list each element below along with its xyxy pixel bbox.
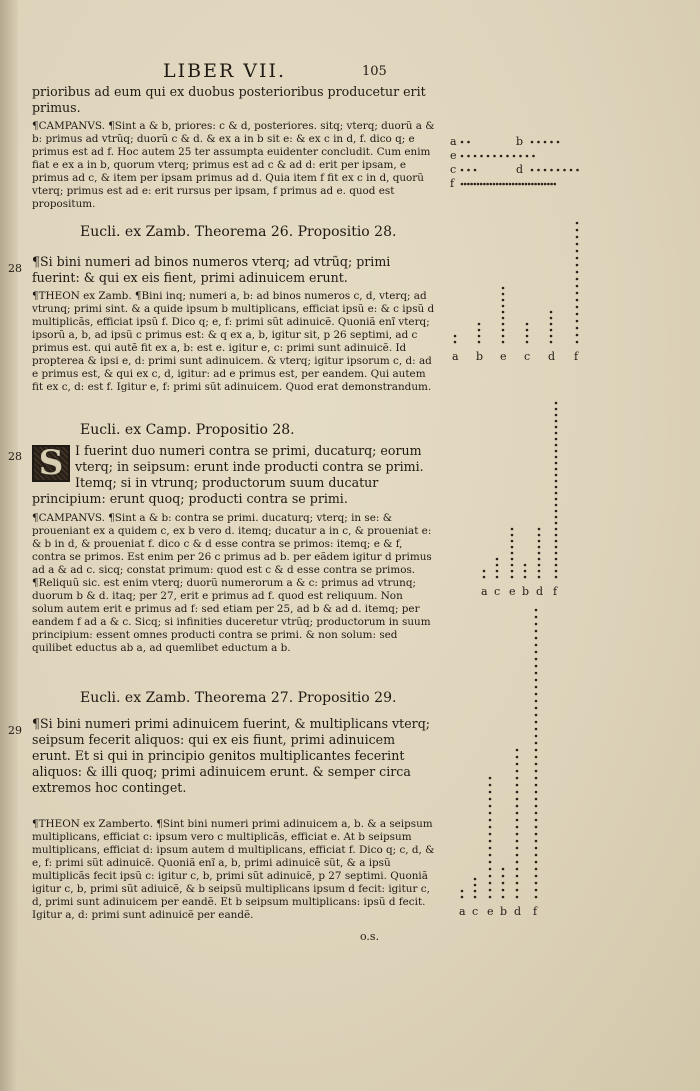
fig2-dot	[576, 250, 579, 253]
fig2-dot	[576, 320, 579, 323]
fig4-dot	[535, 609, 538, 612]
fig1-dot	[550, 183, 553, 186]
fig4-dot	[502, 868, 505, 871]
fig3-dot	[555, 534, 558, 537]
fig3-dot	[555, 438, 558, 441]
fig2-dot	[502, 287, 505, 290]
fig4-dot	[516, 854, 519, 857]
fig3-label-b: b	[522, 585, 530, 598]
fig2-dot	[576, 327, 579, 330]
fig4-dot	[535, 742, 538, 745]
fig3-dot	[496, 570, 499, 573]
fig1-dot	[570, 169, 573, 172]
fig4-dot	[489, 784, 492, 787]
fig2-label-a: a	[452, 350, 459, 363]
fig1-dot	[461, 155, 464, 158]
fig4-dot	[489, 847, 492, 850]
fig3-dot	[555, 504, 558, 507]
fig3-label-a: a	[481, 585, 488, 598]
fig2-dot	[550, 335, 553, 338]
fig4-label-e: e	[487, 905, 494, 918]
fig3-dot	[555, 558, 558, 561]
fig3-dot	[483, 576, 486, 579]
fig4-dot	[461, 896, 464, 899]
fig1-dot	[467, 141, 470, 144]
fig3-dot	[555, 498, 558, 501]
fig4-dot	[535, 805, 538, 808]
fig4-dot	[474, 878, 477, 881]
fig2-dot	[576, 306, 579, 309]
fig4-dot	[535, 637, 538, 640]
fig3-dot	[538, 570, 541, 573]
fig3-dot	[555, 474, 558, 477]
fig4-dot	[489, 798, 492, 801]
fig1-dot	[544, 183, 547, 186]
fig4-dot	[535, 854, 538, 857]
campanus-2-text: ¶CAMPANVS. ¶Sint a & b: contra se primi. ducaturq; vterq; in se: & proueniant ex a quidem c, ex b vero d. itemq; ducatur a in c, & proueniat e: & b in d, & proueniat f. dico c & d esse contra se primos: itemq; e & f, contra se primos. Est enim per 26 c primus ad b. per eãdem igitur d primus ad a & ad c. sicq; constat primum: quod est c & d esse contra se primos. ¶Reliquũ sic. est enim vterq; duorũ numerorum a & c: primus ad vtrunq; duorum b & d. itaq; per 27, erit e primus ad f. quod est reliquum. Non solum autem erit e primus ad f: sed etiam per 25, ad b & ad d. itemq; per eandem f ad a & c. Sicq; si infinities duceretur vtrũq; productorum in suum principium: essent omnes producti contra se primi. & non solum: sed quilibet eductus ab a, ad quemlibet eductum a b.	[32, 512, 432, 654]
fig2-label-c: c	[524, 350, 531, 363]
fig3-dot	[524, 570, 527, 573]
fig4-dot	[535, 784, 538, 787]
fig4-dot	[535, 847, 538, 850]
fig4-dot	[516, 847, 519, 850]
fig4-dot	[516, 896, 519, 899]
fig3-label-f: f	[553, 585, 558, 598]
proposition-29-text: ¶Si bini numeri primi adinuicem fuerint, & multiplicans vterq; seipsum fecerit aliquos: qui ex eis fiunt, primi adinuicem erunt. Et si qui in principio genitos multiplicantes fecerint aliquos: & illi quoq; primi adinuicem erunt. & semper circa extremos hoc continget.	[32, 716, 430, 795]
fig2-dot	[502, 305, 505, 308]
fig1-dot	[461, 169, 464, 172]
fig3-label-d: d	[536, 585, 544, 598]
fig3-dot	[511, 576, 514, 579]
running-head: LIBER VII.	[163, 60, 287, 82]
fig1-dot	[515, 183, 518, 186]
fig2-dot	[502, 311, 505, 314]
fig3-dot	[555, 522, 558, 525]
fig4-dot	[535, 861, 538, 864]
fig1-dot	[470, 183, 473, 186]
fig2-dot	[526, 341, 529, 344]
fig2-label-b: b	[476, 350, 484, 363]
fig3-dot	[555, 426, 558, 429]
fig4-dot	[516, 763, 519, 766]
dot-figures	[454, 141, 579, 899]
fig4-dot	[535, 700, 538, 703]
fig4-dot	[502, 875, 505, 878]
fig3-dot	[538, 576, 541, 579]
fig1-dot	[537, 141, 540, 144]
fig3-dot	[538, 528, 541, 531]
fig3-dot	[511, 570, 514, 573]
fig1-dot	[522, 183, 525, 186]
fig2-label-d: d	[548, 350, 556, 363]
fig3-dot	[511, 528, 514, 531]
fig1-dot	[474, 155, 477, 158]
margin-number-2: 28	[8, 450, 22, 463]
fig4-dot	[535, 770, 538, 773]
fig1-dot	[538, 183, 541, 186]
fig4-dot	[516, 749, 519, 752]
fig2-dot	[478, 323, 481, 326]
fig4-dot	[535, 875, 538, 878]
fig3-dot	[555, 552, 558, 555]
fig2-dot	[502, 293, 505, 296]
fig3-dot	[555, 510, 558, 513]
fig3-dot	[555, 516, 558, 519]
fig4-dot	[535, 889, 538, 892]
fig4-dot	[516, 812, 519, 815]
fig4-dot	[516, 756, 519, 759]
fig4-dot	[535, 658, 538, 661]
fig3-dot	[555, 450, 558, 453]
fig4-dot	[489, 791, 492, 794]
fig4-label-d: d	[514, 905, 522, 918]
theon-1-text: ¶THEON ex Zamb. ¶Bini inq; numeri a, b: ad binos numeros c, d, vterq; ad vtrunq; primi sint. & a quide ipsum b multiplicans, efficiat ipsũ e: & c ipsũ d multiplicãs, efficiat ipsũ f. Dico q; e, f: primi sũt adinuicẽ. Quoniã enĩ vterq; ipsorũ a, b, ad ipsũ c primus est: & q ex a, b, igitur sit, p 26 septimi, ad c primus est. qui autẽ fit ex a, b: est e. igitur e, c: primi sunt adinuicẽ. Id propterea & ipsi e, d: primi sunt adinuicem. & vterq; igitur ipsorum c, d: ad e primus est, & qui ex c, d, igitur: ad e primus est, per eandem. Qui autem fit ex c, d: est f. Igitur e, f: primi sũt adinuicem. Quod erat demonstrandum.	[32, 290, 435, 393]
fig1-dot	[557, 169, 560, 172]
fig4-dot	[535, 756, 538, 759]
fig3-dot	[538, 540, 541, 543]
fig1-dot	[531, 169, 534, 172]
fig3-dot	[555, 564, 558, 567]
fig3-dot	[555, 468, 558, 471]
proposition-28-zamb-text: ¶Si bini numeri ad binos numeros vterq; ad vtrũq; primi fuerint: & qui ex eis fient, primi adinuicem erunt.	[32, 254, 391, 285]
fig1-dot	[534, 183, 537, 186]
fig3-dot	[555, 540, 558, 543]
fig1-dot	[506, 183, 509, 186]
fig1-dot	[474, 183, 477, 186]
fig4-dot	[535, 763, 538, 766]
fig1-dot	[547, 183, 550, 186]
fig1-dot	[500, 155, 503, 158]
fig1-dot	[525, 183, 528, 186]
fig1-dot	[531, 141, 534, 144]
fig4-dot	[535, 777, 538, 780]
fig3-dot	[538, 558, 541, 561]
fig2-dot	[576, 264, 579, 267]
section-heading-2: Eucli. ex Camp. Propositio 28.	[80, 422, 295, 438]
fig3-dot	[538, 534, 541, 537]
fig3-dot	[538, 564, 541, 567]
fig1-label-c: c	[450, 163, 457, 176]
fig3-dot	[524, 576, 527, 579]
fig4-dot	[489, 896, 492, 899]
fig4-dot	[535, 868, 538, 871]
fig2-dot	[454, 335, 457, 338]
fig4-dot	[489, 882, 492, 885]
fig1-dot	[486, 183, 489, 186]
fig4-dot	[535, 623, 538, 626]
fig1-dot	[526, 155, 529, 158]
intro-text: prioribus ad eum qui ex duobus posterioribus producetur erit primus.	[32, 84, 426, 115]
fig3-dot	[555, 570, 558, 573]
fig2-dot	[502, 329, 505, 332]
fig4-dot	[535, 707, 538, 710]
fig3-dot	[555, 414, 558, 417]
fig2-dot	[576, 236, 579, 239]
fig2-dot	[526, 329, 529, 332]
fig4-dot	[535, 714, 538, 717]
fig4-dot	[535, 693, 538, 696]
fig4-dot	[516, 882, 519, 885]
fig4-dot	[535, 679, 538, 682]
fig2-dot	[576, 299, 579, 302]
fig1-dot	[554, 183, 557, 186]
fig1-dot	[461, 183, 464, 186]
fig2-dot	[502, 323, 505, 326]
fig3-dot	[538, 552, 541, 555]
fig4-dot	[535, 882, 538, 885]
fig4-dot	[516, 777, 519, 780]
fig3-dot	[555, 408, 558, 411]
fig3-dot	[555, 456, 558, 459]
catchword: o.s.	[360, 930, 380, 943]
fig2-dot	[576, 257, 579, 260]
fig2-dot	[526, 323, 529, 326]
margin-number-1: 28	[8, 262, 22, 275]
fig1-dot	[544, 169, 547, 172]
fig4-dot	[489, 777, 492, 780]
fig1-dot	[513, 155, 516, 158]
fig2-dot	[526, 335, 529, 338]
fig2-dot	[576, 341, 579, 344]
fig3-dot	[511, 540, 514, 543]
fig4-dot	[516, 875, 519, 878]
fig1-dot	[550, 141, 553, 144]
fig4-dot	[489, 875, 492, 878]
fig4-dot	[535, 833, 538, 836]
fig4-dot	[489, 805, 492, 808]
fig1-label-f: f	[450, 177, 455, 190]
fig4-dot	[535, 896, 538, 899]
fig3-dot	[555, 576, 558, 579]
fig4-dot	[489, 861, 492, 864]
fig3-dot	[555, 486, 558, 489]
fig2-dot	[576, 222, 579, 225]
fig4-label-b: b	[500, 905, 508, 918]
fig1-dot	[487, 155, 490, 158]
fig1-dot	[467, 183, 470, 186]
fig4-dot	[535, 651, 538, 654]
fig3-dot	[496, 558, 499, 561]
fig3-dot	[555, 492, 558, 495]
fig4-dot	[535, 630, 538, 633]
fig4-dot	[489, 819, 492, 822]
fig3-dot	[496, 564, 499, 567]
fig3-dot	[555, 546, 558, 549]
fig1-dot	[531, 183, 534, 186]
fig2-dot	[576, 313, 579, 316]
fig4-dot	[535, 819, 538, 822]
fig4-dot	[535, 812, 538, 815]
fig3-dot	[511, 552, 514, 555]
fig3-dot	[511, 534, 514, 537]
fig4-dot	[489, 826, 492, 829]
fig4-dot	[535, 665, 538, 668]
fig2-dot	[502, 335, 505, 338]
fig3-dot	[555, 480, 558, 483]
fig1-dot	[493, 183, 496, 186]
fig4-dot	[535, 749, 538, 752]
fig4-label-f: f	[533, 905, 538, 918]
fig2-dot	[478, 329, 481, 332]
fig2-dot	[478, 341, 481, 344]
fig1-dot	[532, 155, 535, 158]
fig4-dot	[502, 882, 505, 885]
campanus-1-text: ¶CAMPANVS. ¶Sint a & b, priores: c & d, posteriores. sitq; vterq; duorũ a & b: primus ad vtrũq; duorũ c & d. & ex a in b sit e: & ex c in d, f. dico q; e primus est ad f. Hoc autem 25 ter assumpta euidenter concludit. Cum enim fiat e ex a in b, quorum vterq; primus est ad c & ad d: erit per ipsam, e primus ad c, & item per ipsam primus ad d. Quia item f fit ex c in d, quorũ vterq; primus est ad e: erit rursus per ipsam, f primus ad e. quod est propositum.	[32, 120, 435, 210]
fig1-dot	[557, 141, 560, 144]
fig1-dot	[544, 141, 547, 144]
proposition-28-camp-text: I fuerint duo numeri contra se primi, ducaturq; eorum vterq; in seipsum: erunt inde producti contra se primi. Itemq; si in vtrunq; productorum suum ducatur principium: erunt quoq; producti contra se primi.	[32, 443, 424, 506]
fig2-dot	[550, 317, 553, 320]
fig1-dot	[509, 183, 512, 186]
fig3-dot	[555, 444, 558, 447]
fig2-dot	[550, 329, 553, 332]
fig4-dot	[474, 884, 477, 887]
fig1-dot	[467, 169, 470, 172]
fig4-dot	[489, 840, 492, 843]
fig1-dot	[499, 183, 502, 186]
section-heading-3: Eucli. ex Zamb. Theorema 27. Propositio 29.	[80, 690, 397, 706]
fig4-dot	[535, 721, 538, 724]
fig1-dot	[477, 183, 480, 186]
margin-number-3: 29	[8, 724, 22, 737]
fig4-dot	[489, 812, 492, 815]
fig3-dot	[555, 402, 558, 405]
fig2-dot	[502, 299, 505, 302]
fig3-dot	[496, 576, 499, 579]
fig1-dot	[461, 141, 464, 144]
fig3-dot	[511, 558, 514, 561]
fig2-dot	[576, 271, 579, 274]
fig3-label-e: e	[509, 585, 516, 598]
fig2-dot	[454, 341, 457, 344]
fig3-dot	[555, 420, 558, 423]
fig1-dot	[528, 183, 531, 186]
fig4-label-a: a	[459, 905, 466, 918]
fig1-dot	[483, 183, 486, 186]
fig4-dot	[516, 826, 519, 829]
fig1-label-a: a	[450, 135, 457, 148]
figure-labels	[450, 135, 579, 918]
fig4-dot	[489, 854, 492, 857]
fig4-dot	[489, 889, 492, 892]
fig1-dot	[512, 183, 515, 186]
fig2-dot	[576, 292, 579, 295]
decorated-initial: S	[32, 445, 70, 482]
fig4-dot	[474, 890, 477, 893]
fig3-dot	[524, 564, 527, 567]
fig3-label-c: c	[494, 585, 501, 598]
fig4-dot	[516, 791, 519, 794]
theon-2-text: ¶THEON ex Zamberto. ¶Sint bini numeri primi adinuicem a, b. & a seipsum multiplicans, efficiat c: ipsum vero c multiplicãs, efficiat e. At b seipsum multiplicans, efficiat d: ipsum autem d multiplicans, efficiat f. Dico q; c, d, & e, f: primi sũt adinuicẽ. Quoniã enĩ a, b, primi adinuicẽ sũt, & a ipsũ multiplicãs fecit ipsũ c: igitur c, b, primi sũt adinuicẽ, p 27 septimi. Quoniã igitur c, b, primi sũt adiuicẽ, & b seipsũ multiplicans ipsum d fecit: igitur c, d, primi sunt adinuicem per eandẽ. Et b seipsum multiplicans: ipsũ d fecit. Igitur a, d: primi sunt adinuicẽ per eandẽ.	[32, 818, 435, 921]
fig2-dot	[576, 278, 579, 281]
fig1-dot	[576, 169, 579, 172]
fig4-dot	[535, 644, 538, 647]
fig1-label-b: b	[516, 135, 524, 148]
fig3-dot	[555, 528, 558, 531]
fig4-dot	[516, 819, 519, 822]
fig4-dot	[489, 833, 492, 836]
fig2-dot	[502, 317, 505, 320]
fig4-dot	[516, 784, 519, 787]
fig4-dot	[516, 798, 519, 801]
fig1-dot	[537, 169, 540, 172]
fig1-dot	[496, 183, 499, 186]
fig2-dot	[576, 334, 579, 337]
fig1-dot	[519, 155, 522, 158]
fig4-dot	[535, 616, 538, 619]
fig1-label-d: d	[516, 163, 524, 176]
fig3-dot	[538, 546, 541, 549]
fig1-dot	[518, 183, 521, 186]
fig2-label-f: f	[574, 350, 579, 363]
fig4-dot	[535, 728, 538, 731]
fig1-dot	[480, 183, 483, 186]
fig1-dot	[563, 169, 566, 172]
fig2-dot	[502, 341, 505, 344]
fig4-dot	[489, 868, 492, 871]
fig4-dot	[535, 735, 538, 738]
fig1-dot	[506, 155, 509, 158]
fig4-dot	[502, 896, 505, 899]
fig4-dot	[516, 868, 519, 871]
fig1-dot	[464, 183, 467, 186]
fig4-dot	[461, 890, 464, 893]
fig3-dot	[511, 564, 514, 567]
fig1-dot	[474, 169, 477, 172]
fig4-dot	[516, 770, 519, 773]
fig4-dot	[535, 798, 538, 801]
fig4-dot	[516, 889, 519, 892]
fig2-dot	[550, 323, 553, 326]
fig3-dot	[483, 570, 486, 573]
fig4-dot	[535, 686, 538, 689]
section-heading-1: Eucli. ex Zamb. Theorema 26. Propositio 28.	[80, 224, 397, 240]
fig3-dot	[555, 432, 558, 435]
fig4-label-c: c	[472, 905, 479, 918]
fig2-label-e: e	[500, 350, 507, 363]
fig4-dot	[516, 833, 519, 836]
fig4-dot	[502, 889, 505, 892]
fig1-dot	[467, 155, 470, 158]
fig4-dot	[516, 861, 519, 864]
fig4-dot	[535, 791, 538, 794]
fig2-dot	[576, 243, 579, 246]
fig3-dot	[555, 462, 558, 465]
fig2-dot	[550, 311, 553, 314]
fig4-dot	[516, 840, 519, 843]
fig1-dot	[490, 183, 493, 186]
fig4-dot	[535, 840, 538, 843]
fig1-label-e: e	[450, 149, 457, 162]
fig2-dot	[550, 341, 553, 344]
fig4-dot	[516, 805, 519, 808]
folio-number: 105	[362, 64, 387, 79]
fig1-dot	[480, 155, 483, 158]
fig1-dot	[502, 183, 505, 186]
fig2-dot	[576, 285, 579, 288]
fig4-dot	[474, 896, 477, 899]
fig1-dot	[541, 183, 544, 186]
fig1-dot	[550, 169, 553, 172]
fig4-dot	[535, 672, 538, 675]
fig2-dot	[478, 335, 481, 338]
fig4-dot	[535, 826, 538, 829]
fig1-dot	[493, 155, 496, 158]
fig2-dot	[576, 229, 579, 232]
fig3-dot	[511, 546, 514, 549]
